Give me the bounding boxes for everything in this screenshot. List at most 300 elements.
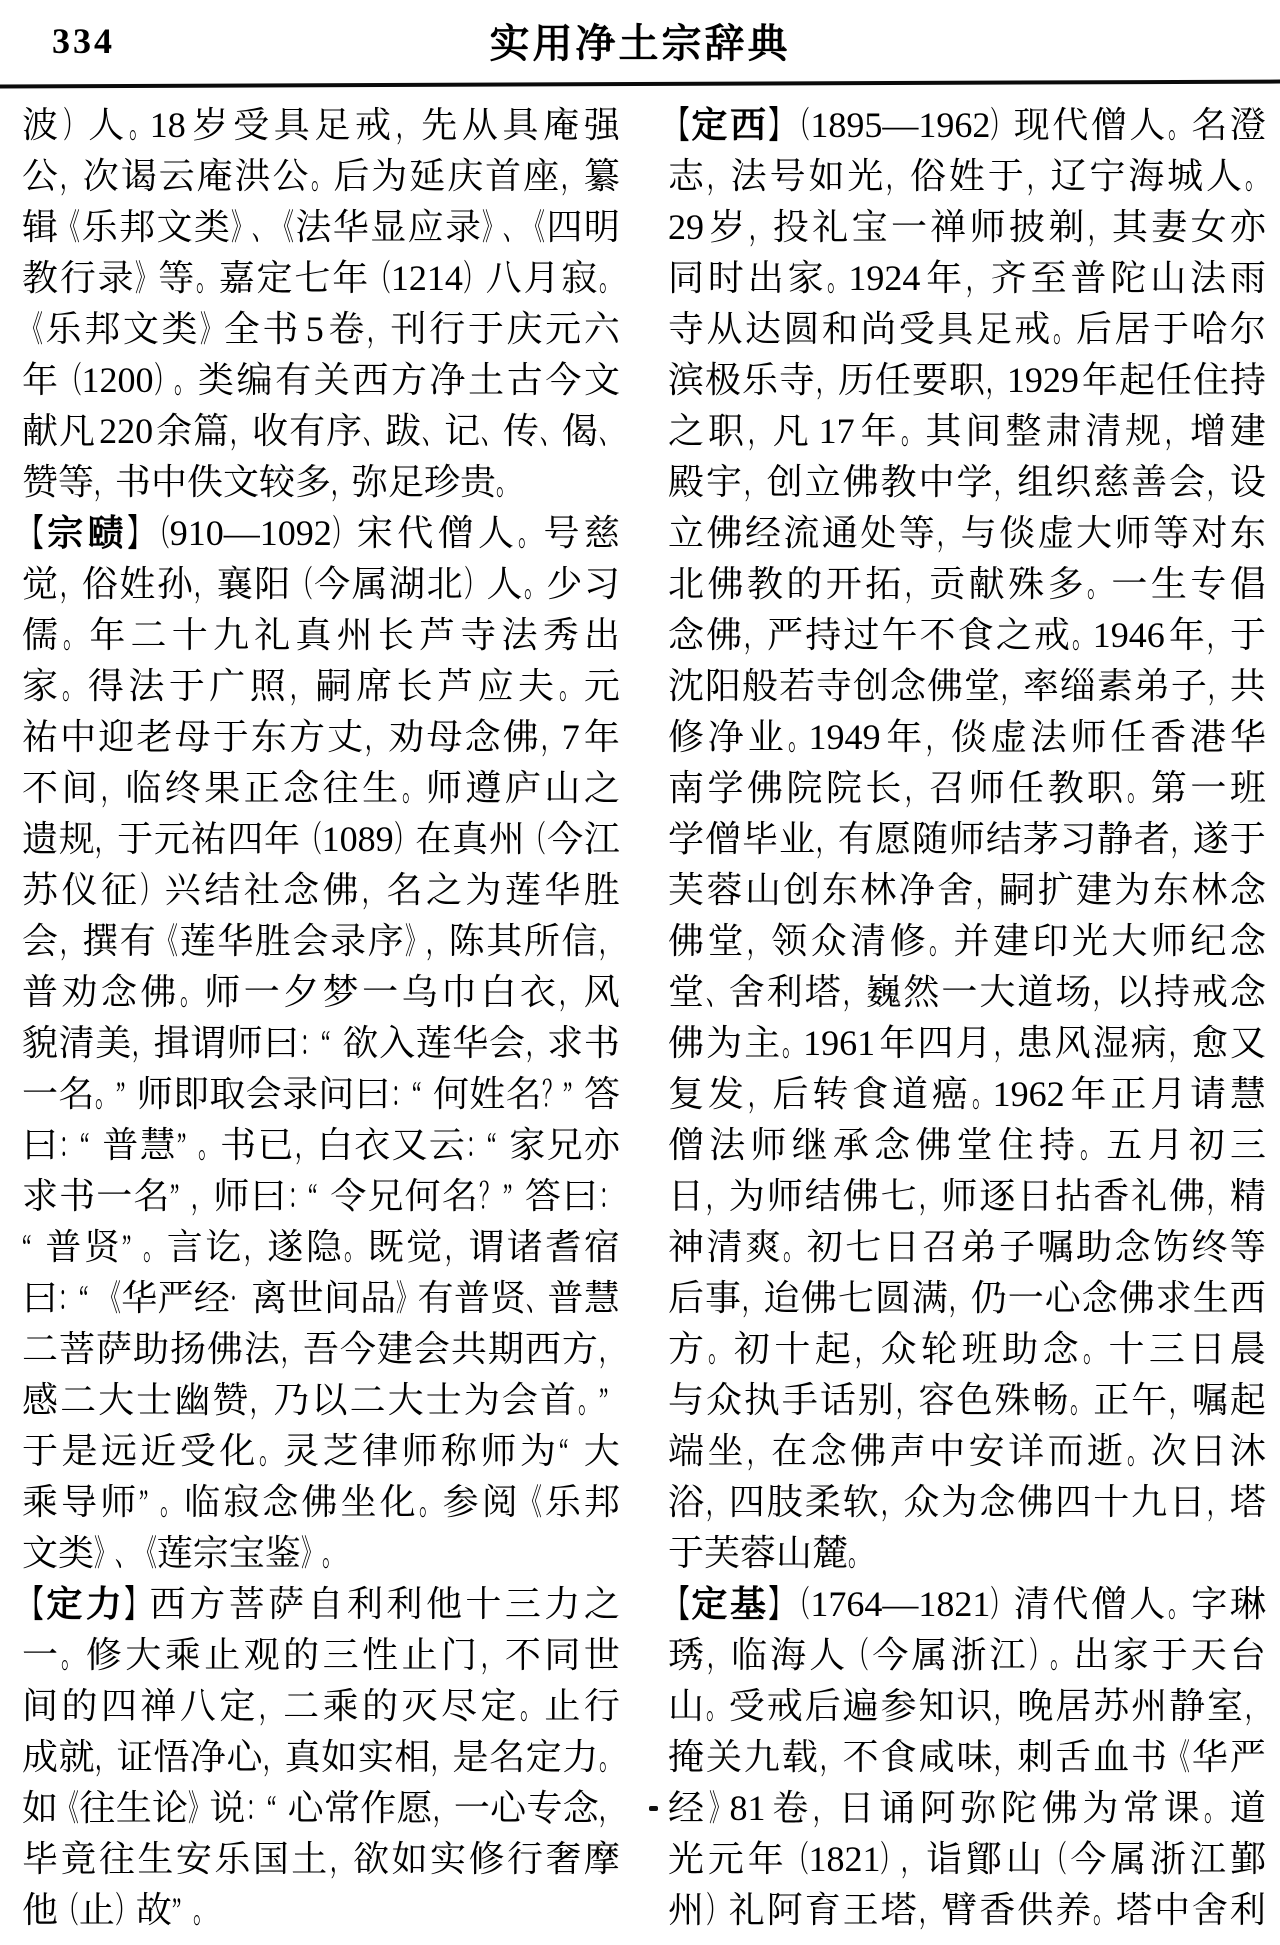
punctuation: 》 xyxy=(708,1788,730,1828)
punctuation: ， xyxy=(748,207,770,247)
punctuation: 》 xyxy=(135,258,157,298)
punctuation: ， xyxy=(886,156,908,196)
punctuation: ， xyxy=(598,1788,620,1828)
text-line: 山。受戒后遍参知识，晚居苏州静室， xyxy=(668,1681,1266,1732)
punctuation: ， xyxy=(937,513,959,553)
punctuation: 。 xyxy=(1244,156,1266,196)
punctuation: ， xyxy=(1087,207,1109,247)
text-line: 芙蓉山创东林净舍，嗣扩建为东林念 xyxy=(668,865,1266,916)
punctuation: ： xyxy=(599,1176,620,1216)
text-line: 琇，临海人（今属浙江）。出家于天台 xyxy=(668,1630,1266,1681)
punctuation: ， xyxy=(1169,1380,1190,1420)
punctuation: ， xyxy=(1207,1482,1228,1522)
punctuation: 。 xyxy=(1080,1125,1102,1165)
text-line: 曰：“ 《华严经· 离世间品》有普贤、普慧 xyxy=(22,1273,620,1324)
punctuation: 、 xyxy=(481,411,502,451)
text-line: 修净业。1949 年，倓虚法师任香港华 xyxy=(668,712,1266,763)
punctuation: ， xyxy=(1168,1023,1190,1063)
punctuation: · xyxy=(230,1278,238,1318)
punctuation: ） xyxy=(705,1890,727,1930)
punctuation: 。 xyxy=(192,1890,214,1930)
punctuation: 。 xyxy=(196,258,217,298)
punctuation: 。 xyxy=(787,717,809,757)
punctuation: ， xyxy=(880,1482,902,1522)
punctuation: （ xyxy=(148,513,170,553)
punctuation: ： xyxy=(245,1788,267,1828)
punctuation: ， xyxy=(819,1737,841,1777)
punctuation: 。 xyxy=(179,972,201,1012)
punctuation: 【 xyxy=(668,1584,689,1624)
text-line: 立佛经流通处等，与倓虚大师等对东 xyxy=(668,508,1266,559)
punctuation: 《 xyxy=(520,1482,542,1522)
punctuation: ” xyxy=(122,1227,132,1267)
punctuation: ， xyxy=(706,156,728,196)
punctuation: ， xyxy=(904,564,926,604)
text-line: “ 普贤” 。言讫，遂隐。既觉，谓诸耆宿 xyxy=(22,1222,620,1273)
punctuation: 》 xyxy=(200,309,222,349)
text-line: 学僧毕业，有愿随师结茅习静者，遂于 xyxy=(668,814,1266,865)
left-text-column xyxy=(22,100,620,1936)
punctuation: ， xyxy=(561,156,582,196)
scan-noise-mark xyxy=(649,1806,658,1811)
punctuation: ） xyxy=(62,105,84,145)
punctuation: ， xyxy=(100,768,122,808)
text-line: 滨极乐寺，历任要职，1929 年起任住持 xyxy=(668,355,1266,406)
punctuation: ， xyxy=(842,972,864,1012)
punctuation: 。 xyxy=(495,462,517,502)
punctuation: ， xyxy=(1206,615,1228,655)
punctuation: 、 xyxy=(252,207,274,247)
punctuation: ” xyxy=(170,1176,180,1216)
entry-headword: 【宗赜】 xyxy=(22,513,149,553)
punctuation: “ xyxy=(411,1074,422,1114)
punctuation: ， xyxy=(1093,972,1115,1012)
punctuation: ， xyxy=(901,1839,923,1879)
punctuation: 。 xyxy=(848,1533,869,1573)
punctuation: 《 xyxy=(22,309,43,349)
punctuation: ， xyxy=(444,1227,466,1267)
punctuation: 。 xyxy=(783,1227,805,1267)
punctuation: ， xyxy=(747,1074,769,1114)
punctuation: 。 xyxy=(900,411,922,451)
punctuation: 。 xyxy=(599,258,620,298)
punctuation: ， xyxy=(131,1023,153,1063)
punctuation: ： xyxy=(390,1074,412,1114)
punctuation: 、 xyxy=(503,207,525,247)
punctuation: ” xyxy=(139,1482,149,1522)
punctuation: ， xyxy=(59,921,81,961)
punctuation: 。 xyxy=(1126,768,1148,808)
punctuation: 《 xyxy=(273,207,294,247)
punctuation: “ xyxy=(79,1278,89,1318)
punctuation: ， xyxy=(705,1482,727,1522)
punctuation: ， xyxy=(230,411,252,451)
punctuation: ） xyxy=(990,105,1012,145)
punctuation: ， xyxy=(816,819,837,859)
punctuation: ， xyxy=(599,921,620,961)
punctuation: 。 xyxy=(518,513,540,553)
punctuation: ， xyxy=(746,1431,768,1471)
text-line: 志，法号如光，俗姓于，辽宁海城人。 xyxy=(668,151,1266,202)
punctuation: “ xyxy=(266,1788,276,1828)
punctuation: 。 xyxy=(1049,1635,1071,1675)
text-line: 北佛教的开拓，贡献殊多。一生专倡 xyxy=(668,559,1266,610)
punctuation: ： xyxy=(300,1023,321,1063)
punctuation: ， xyxy=(290,666,312,706)
entry-headword: 【定力】 xyxy=(22,1584,146,1624)
punctuation: ， xyxy=(746,921,768,961)
punctuation: ， xyxy=(1207,1176,1228,1216)
text-line: 家。得法于广照，嗣席长芦应夫。元 xyxy=(22,661,620,712)
punctuation: 【 xyxy=(668,105,689,145)
punctuation: ， xyxy=(540,717,562,757)
text-line: 【定西】（1895—1962）现代僧人。名澄 xyxy=(668,100,1266,151)
text-line: 念佛，严持过午不食之戒。1946 年，于 xyxy=(668,610,1266,661)
punctuation: ” xyxy=(502,1176,513,1216)
punctuation: ， xyxy=(855,1329,877,1369)
punctuation: 。 xyxy=(61,1635,83,1675)
punctuation: “ xyxy=(559,1431,569,1471)
punctuation: 》 xyxy=(300,1533,322,1573)
punctuation: 。 xyxy=(929,921,951,961)
punctuation: ） xyxy=(153,360,175,400)
punctuation: 。 xyxy=(1093,1890,1115,1930)
text-line: 29 岁，投礼宝一禅师披剃，其妻女亦 xyxy=(668,202,1266,253)
text-line: 光元年（1821），诣鄮山（今属浙江鄞 xyxy=(668,1834,1266,1885)
punctuation: 】 xyxy=(768,105,790,145)
text-line: 佛为主。1961 年四月，患风湿病，愈又 xyxy=(668,1018,1266,1069)
punctuation: ” xyxy=(598,1380,609,1420)
punctuation: 《 xyxy=(1169,1737,1190,1777)
punctuation: 》 xyxy=(188,1788,210,1828)
punctuation: ， xyxy=(1026,156,1048,196)
punctuation: 。 xyxy=(94,1074,116,1114)
punctuation: ？ xyxy=(541,1074,563,1114)
punctuation: ” xyxy=(115,1074,125,1114)
punctuation: 。 xyxy=(827,258,849,298)
punctuation: 。 xyxy=(1126,1431,1148,1471)
punctuation: 。 xyxy=(63,615,85,655)
punctuation: ， xyxy=(431,1737,452,1777)
punctuation: “ xyxy=(320,1023,331,1063)
book-title: 实用净土宗辞典 xyxy=(489,21,791,66)
punctuation: ， xyxy=(94,462,115,502)
punctuation: 。 xyxy=(418,1482,440,1522)
text-line: 之职，凡 17 年。其间整肃清规，增建 xyxy=(668,406,1266,457)
punctuation: ， xyxy=(243,1227,265,1267)
punctuation: 。 xyxy=(524,564,545,604)
text-line: 感二大士幽赞，乃以二大士为会首。” xyxy=(22,1375,620,1426)
text-line: 同时出家。1924 年，齐至普陀山法雨 xyxy=(668,253,1266,304)
punctuation: （ xyxy=(789,1584,811,1624)
text-line: 遗规，于元祐四年（1089）在真州（今江 xyxy=(22,814,620,865)
punctuation: ， xyxy=(993,1023,1015,1063)
punctuation: 》 xyxy=(231,207,253,247)
punctuation: 。 xyxy=(1052,309,1074,349)
punctuation: ， xyxy=(1245,1686,1266,1726)
punctuation: ， xyxy=(480,1635,502,1675)
punctuation: （ xyxy=(58,1890,79,1930)
punctuation: 。 xyxy=(258,1431,280,1471)
punctuation: 。 xyxy=(401,768,423,808)
punctuation: ， xyxy=(194,564,216,604)
punctuation: 。 xyxy=(174,360,196,400)
text-line: 《乐邦文类》全书 5 卷，刊行于庆元六 xyxy=(22,304,620,355)
punctuation: ” xyxy=(177,1125,187,1165)
punctuation: 】 xyxy=(768,1584,790,1624)
punctuation: ， xyxy=(59,564,81,604)
punctuation: ， xyxy=(294,1125,316,1165)
punctuation: ， xyxy=(948,1278,970,1318)
text-line: 成就，证悟净心，真如实相，是名定力。 xyxy=(22,1732,620,1783)
punctuation: ： xyxy=(287,1176,309,1216)
punctuation: ， xyxy=(1165,411,1187,451)
punctuation: 。 xyxy=(143,1227,165,1267)
punctuation: ， xyxy=(966,258,987,298)
text-line: 方。初十起，众轮班助念。十三日晨 xyxy=(668,1324,1266,1375)
page-number: 334 xyxy=(52,21,115,61)
punctuation: ， xyxy=(747,411,769,451)
punctuation: 》 xyxy=(94,1533,115,1573)
punctuation: ， xyxy=(365,717,387,757)
punctuation: 】 xyxy=(127,513,149,553)
punctuation: ， xyxy=(395,105,417,145)
text-line: 乘导师” 。临寂念佛坐化。参阅《乐邦 xyxy=(22,1477,620,1528)
punctuation: ， xyxy=(994,462,1016,502)
punctuation: 。 xyxy=(519,1686,541,1726)
punctuation: 。 xyxy=(160,1482,182,1522)
punctuation: ， xyxy=(95,819,117,859)
punctuation: 。 xyxy=(705,1686,727,1726)
punctuation: ， xyxy=(329,1839,351,1879)
punctuation: 、 xyxy=(599,411,620,451)
text-line: 年（1200）。类编有关西方净土古今文 xyxy=(22,355,620,406)
text-line: 教行录》等。嘉定七年（1214）八月寂。 xyxy=(22,253,620,304)
punctuation: 。 xyxy=(310,156,332,196)
punctuation: ， xyxy=(1207,666,1229,706)
text-line: 文类》、《莲宗宝鉴》。 xyxy=(22,1528,620,1579)
punctuation: 。 xyxy=(708,1329,730,1369)
text-line: 殿宇，创立佛教中学，组织慈善会，设 xyxy=(668,457,1266,508)
punctuation: 。 xyxy=(321,1533,343,1573)
text-line: 【定基】（1764—1821）清代僧人。字琳 xyxy=(668,1579,1266,1630)
punctuation: 。 xyxy=(1087,564,1108,604)
text-line: 如《往生论》说：“ 心常作愿，一心专念， xyxy=(22,1783,620,1834)
text-line: 经》81 卷，日诵阿弥陀佛为常课。道 xyxy=(668,1783,1266,1834)
punctuation: ， xyxy=(367,309,388,349)
punctuation: 】 xyxy=(125,1584,147,1624)
punctuation: 。 xyxy=(558,666,580,706)
punctuation: ， xyxy=(432,1788,454,1828)
header-divider-rule xyxy=(0,80,1280,89)
text-line: 儒。年二十九礼真州长芦寺法秀出 xyxy=(22,610,620,661)
text-line: 他（止）故” 。 xyxy=(22,1885,620,1936)
text-line: 【定力】西方菩萨自利利他十三力之 xyxy=(22,1579,620,1630)
punctuation: ， xyxy=(926,717,948,757)
punctuation: ， xyxy=(426,921,448,961)
text-line: 端坐，在念佛声中安详而逝。次日沐 xyxy=(668,1426,1266,1477)
punctuation: ， xyxy=(263,1737,285,1777)
text-line: 沈阳般若寺创念佛堂，率缁素弟子，共 xyxy=(668,661,1266,712)
punctuation: ， xyxy=(816,360,837,400)
punctuation: ） xyxy=(464,564,486,604)
text-line: 间的四禅八定，二乘的灭尽定。止行 xyxy=(22,1681,620,1732)
punctuation: ， xyxy=(975,870,997,910)
punctuation: 【 xyxy=(22,513,43,553)
text-line: 公，次谒云庵洪公。后为延庆首座，纂 xyxy=(22,151,620,202)
text-line: 与众执手话别，容色殊畅。正午，嘱起 xyxy=(668,1375,1266,1426)
text-line: 浴，四肢柔软，众为念佛四十九日，塔 xyxy=(668,1477,1266,1528)
text-line: 普劝念佛。师一夕梦一乌巾白衣，风 xyxy=(22,967,620,1018)
entry-headword: 【定基】 xyxy=(668,1584,789,1624)
right-text-column xyxy=(668,100,1266,1936)
text-line: 献凡 220 余篇，收有序、跋、记、传、偈、 xyxy=(22,406,620,457)
punctuation: ， xyxy=(1170,819,1192,859)
punctuation: 。 xyxy=(1204,1788,1226,1828)
punctuation: ， xyxy=(707,1635,728,1675)
punctuation: “ xyxy=(308,1176,318,1216)
text-line: 毕竟往生安乐国土，欲如实修行奢摩 xyxy=(22,1834,620,1885)
punctuation: ， xyxy=(258,1686,280,1726)
text-line: 佛堂，领众清修。并建印光大师纪念 xyxy=(668,916,1266,967)
punctuation: ， xyxy=(1001,666,1022,706)
text-line: 曰：“ 普慧” 。书已，白衣又云：“ 家兄亦 xyxy=(22,1120,620,1171)
punctuation: ， xyxy=(705,1176,727,1216)
text-line: 神清爽。初七日召弟子嘱助念饬终等 xyxy=(668,1222,1266,1273)
punctuation: ） xyxy=(990,1584,1012,1624)
text-line: 貌清美，揖谓师曰：“ 欲入莲华会，求书 xyxy=(22,1018,620,1069)
punctuation: 。 xyxy=(1167,105,1189,145)
punctuation: ， xyxy=(904,768,926,808)
punctuation: ， xyxy=(986,360,1007,400)
punctuation: ， xyxy=(994,1737,1016,1777)
punctuation: ） xyxy=(1028,1635,1050,1675)
punctuation: ， xyxy=(1207,462,1228,502)
punctuation: ， xyxy=(812,1788,834,1828)
punctuation: ， xyxy=(191,1176,213,1216)
punctuation: 、 xyxy=(114,1533,136,1573)
punctuation: ， xyxy=(559,972,581,1012)
punctuation: 》 xyxy=(396,1278,418,1318)
punctuation: ） xyxy=(393,819,415,859)
text-line: 祐中迎老母于东方丈，劝母念佛，7 年 xyxy=(22,712,620,763)
punctuation: ， xyxy=(743,462,765,502)
punctuation: ， xyxy=(362,870,383,910)
punctuation: 。 xyxy=(1070,1380,1092,1420)
punctuation: 。 xyxy=(197,1125,219,1165)
text-line: 于是远近受化。灵芝律师称师为“ 大 xyxy=(22,1426,620,1477)
text-line: 波）人。18 岁受具足戒，先从具庵强 xyxy=(22,100,620,151)
punctuation: ， xyxy=(895,1380,917,1420)
punctuation: 。 xyxy=(1083,1329,1104,1369)
punctuation: ） xyxy=(880,1839,902,1879)
text-line: 二菩萨助扬佛法，吾今建会共期西方， xyxy=(22,1324,620,1375)
text-line: 不间，临终果正念往生。师遵庐山之 xyxy=(22,763,620,814)
punctuation: ， xyxy=(744,615,766,655)
punctuation: ， xyxy=(331,462,352,502)
punctuation: （ xyxy=(300,819,322,859)
text-line: 州）礼阿育王塔，臂香供养。塔中舍利 xyxy=(668,1885,1266,1936)
punctuation: ， xyxy=(250,1380,272,1420)
punctuation: “ xyxy=(22,1227,32,1267)
punctuation: ， xyxy=(59,156,81,196)
punctuation: 《 xyxy=(100,1278,121,1318)
punctuation: （ xyxy=(525,819,547,859)
punctuation: “ xyxy=(80,1125,90,1165)
punctuation: ， xyxy=(994,1686,1016,1726)
text-line: 一名。” 师即取会录问曰：“ 何姓名？” 答 xyxy=(22,1069,620,1120)
punctuation: 。 xyxy=(1167,1584,1189,1624)
punctuation: 、 xyxy=(705,972,727,1012)
punctuation: 《 xyxy=(58,1788,80,1828)
punctuation: “ xyxy=(487,1125,497,1165)
punctuation: ） xyxy=(140,870,162,910)
punctuation: 、 xyxy=(526,1278,548,1318)
text-line: 一。修大乘止观的三性止门，不同世 xyxy=(22,1630,620,1681)
punctuation: 《 xyxy=(135,1533,157,1573)
punctuation: 、 xyxy=(363,411,385,451)
punctuation: 《 xyxy=(157,921,179,961)
punctuation: ） xyxy=(462,258,484,298)
punctuation: ， xyxy=(918,1890,940,1930)
text-line: 于芙蓉山麓。 xyxy=(668,1528,1266,1579)
punctuation: ？ xyxy=(478,1176,500,1216)
punctuation: （ xyxy=(848,1635,870,1675)
punctuation: 》 xyxy=(405,921,427,961)
punctuation: （ xyxy=(789,105,811,145)
text-line: 【宗赜】（910—1092）宋代僧人。号慈 xyxy=(22,508,620,559)
text-line: 赞等，书中佚文较多，弥足珍贵。 xyxy=(22,457,620,508)
text-line: 寺从达圆和尚受具足戒。后居于哈尔 xyxy=(668,304,1266,355)
punctuation: ， xyxy=(525,1023,547,1063)
punctuation: ” xyxy=(562,1074,573,1114)
text-line: 求书一名” ，师曰：“ 令兄何名？ ” 答曰： xyxy=(22,1171,620,1222)
punctuation: （ xyxy=(60,360,82,400)
text-line: 复发，后转食道癌。1962 年正月请慧 xyxy=(668,1069,1266,1120)
punctuation: 、 xyxy=(540,411,561,451)
text-line: 后事，迨佛七圆满，仍一心念佛求生西 xyxy=(668,1273,1266,1324)
punctuation: 。 xyxy=(344,1227,366,1267)
punctuation: 》 xyxy=(482,207,504,247)
punctuation: ， xyxy=(918,1176,940,1216)
punctuation: （ xyxy=(787,1839,809,1879)
punctuation: 。 xyxy=(578,1380,599,1420)
text-line: 辑《乐邦文类》、《法华显应录》、《四明 xyxy=(22,202,620,253)
punctuation: （ xyxy=(370,258,391,298)
punctuation: 。 xyxy=(1071,615,1093,655)
text-line: 苏仪征）兴结社念佛，名之为莲华胜 xyxy=(22,865,620,916)
punctuation: ） xyxy=(331,513,353,553)
punctuation: 《 xyxy=(524,207,546,247)
punctuation: （ xyxy=(291,564,313,604)
punctuation: 《 xyxy=(59,207,81,247)
punctuation: 。 xyxy=(62,666,84,706)
punctuation: ， xyxy=(281,1329,302,1369)
punctuation: ） xyxy=(114,1890,136,1930)
text-line: 觉，俗姓孙，襄阳（今属湖北）人。少习 xyxy=(22,559,620,610)
punctuation: ， xyxy=(598,1329,620,1369)
punctuation: ， xyxy=(95,1737,117,1777)
punctuation: 。 xyxy=(782,1023,804,1063)
punctuation: ： xyxy=(466,1125,488,1165)
punctuation: 、 xyxy=(422,411,444,451)
punctuation: ” xyxy=(171,1890,182,1930)
text-line: 掩关九载，不食咸味，刺舌血书《华严 xyxy=(668,1732,1266,1783)
punctuation: 【 xyxy=(22,1584,43,1624)
punctuation: 。 xyxy=(971,1074,993,1114)
punctuation: ， xyxy=(742,1278,763,1318)
punctuation: 。 xyxy=(598,1737,620,1777)
